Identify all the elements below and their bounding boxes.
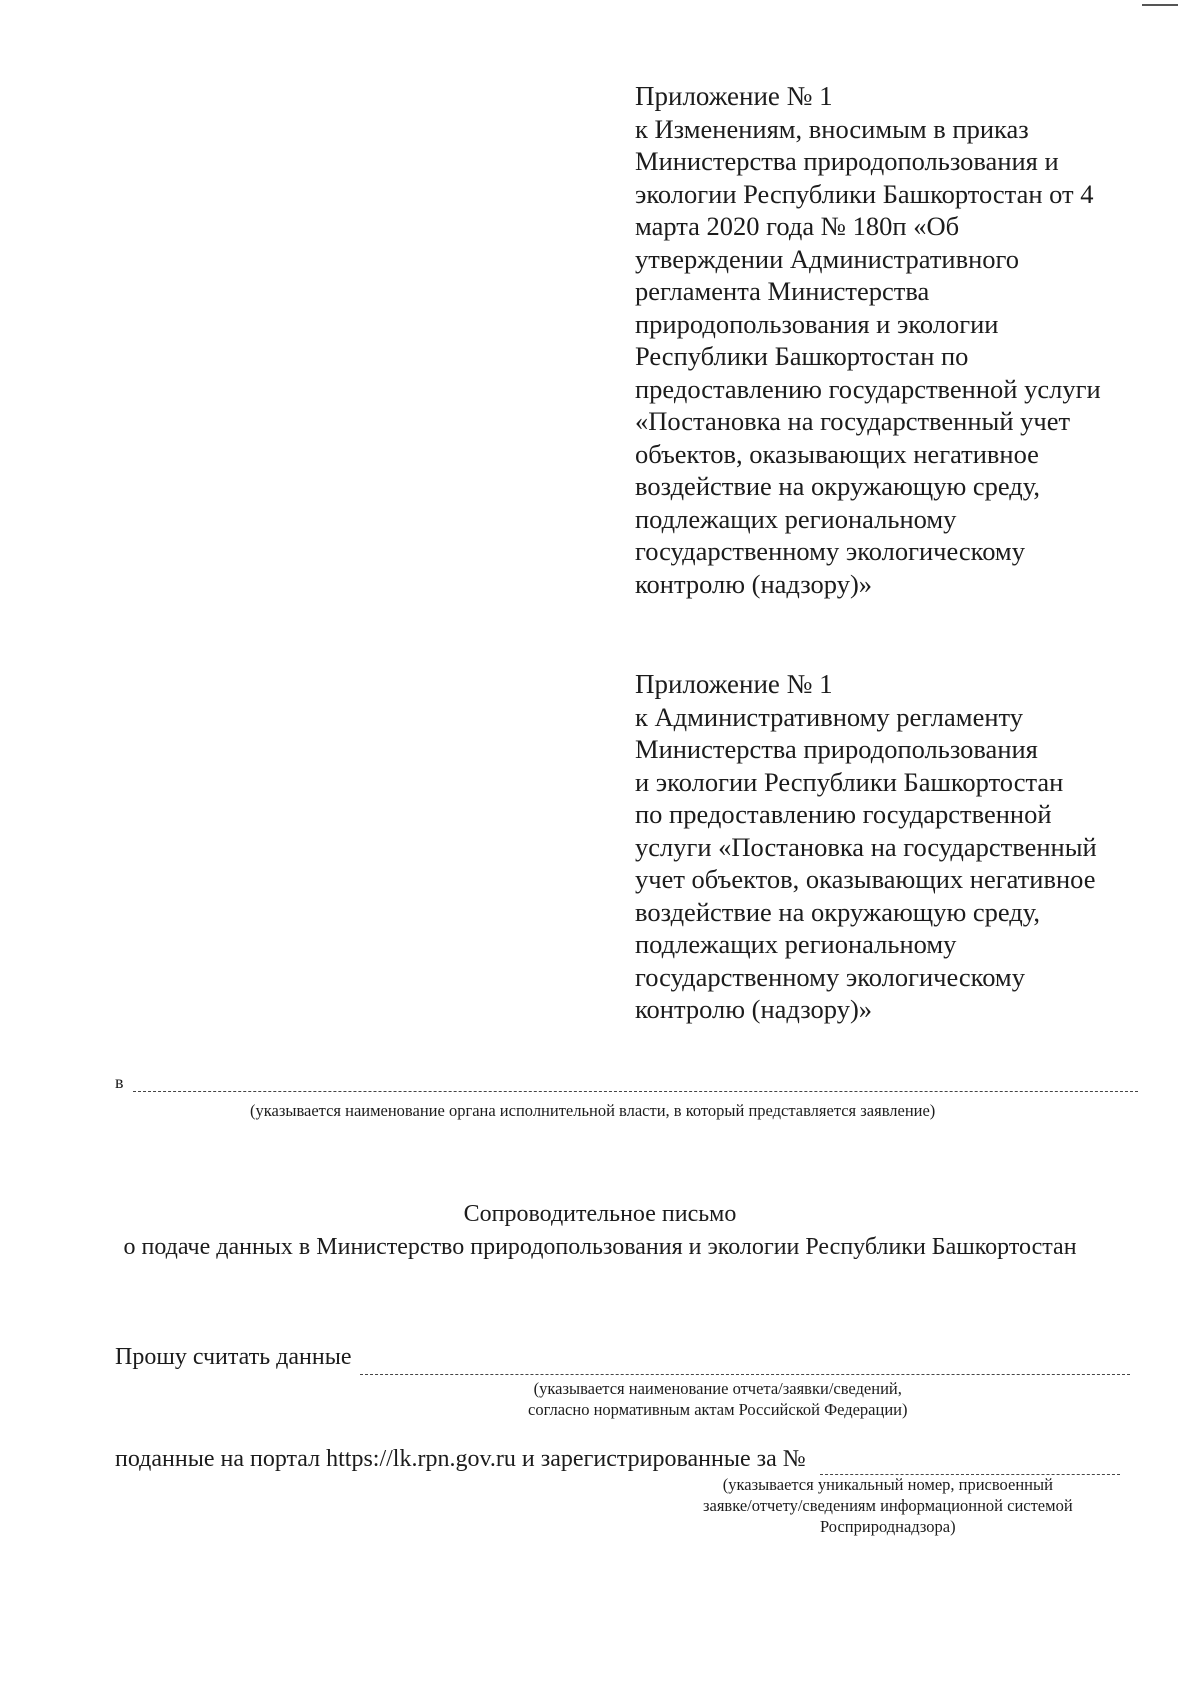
appendix-2-block: [635, 668, 1175, 1026]
appendix-2-line: Министерства природопользования: [635, 734, 1038, 764]
appendix-1-block: [635, 80, 1175, 600]
request-field-note: [528, 1378, 908, 1420]
appendix-2-line: контролю (надзору)»: [635, 994, 873, 1024]
appendix-1-line: регламента Министерства: [635, 276, 930, 306]
appendix-1-line: государственному экологическому: [635, 536, 1025, 566]
appendix-1-line: объектов, оказывающих негативное: [635, 438, 1039, 469]
portal-prefix: поданные на портал https://lk.rpn.gov.ru и зарегистрированные за №: [115, 1446, 806, 1472]
appendix-2-title: Приложение № 1: [635, 669, 833, 699]
request-note-line: (указывается наименование отчета/заявки/сведений,: [533, 1379, 902, 1398]
appendix-1-line: предоставлению государственной услуги: [635, 373, 1101, 404]
appendix-2-line: к Административному регламенту: [635, 701, 1023, 732]
appendix-1-line: Республики Башкортостан по: [635, 341, 969, 371]
request-field-line: [360, 1374, 1130, 1375]
appendix-1-line: утверждении Административного: [635, 243, 1020, 274]
request-prefix: Прошу считать данные: [115, 1344, 352, 1370]
appendix-1-line: экологии Республики Башкортостан от 4: [635, 178, 1094, 209]
appendix-1-line: воздействие на окружающую среду,: [635, 471, 1040, 501]
appendix-1-line: марта 2020 года № 180п «Об: [635, 211, 960, 241]
appendix-2-line: услуги «Постановка на государственный: [635, 831, 1097, 862]
addressee-prefix: в: [115, 1072, 124, 1092]
appendix-1-line: природопользования и экологии: [635, 308, 999, 339]
appendix-2-line: воздействие на окружающую среду,: [635, 896, 1040, 927]
letter-subtitle: о подаче данных в Министерство природопользования и экологии Республики Башкортостан: [123, 1234, 1077, 1260]
request-note-line: согласно нормативным актам Российской Федерации): [528, 1400, 908, 1419]
portal-note-line: (указывается уникальный номер, присвоенный: [722, 1475, 1053, 1494]
addressee-field-line: [133, 1091, 1138, 1092]
appendix-2-line: по предоставлению государственной: [635, 799, 1052, 829]
appendix-2-line: учет объектов, оказывающих негативное: [635, 864, 1096, 894]
appendix-1-title: Приложение № 1: [635, 81, 833, 111]
letter-title: Сопроводительное письмо: [463, 1201, 737, 1227]
appendix-1-line: «Постановка на государственный учет: [635, 406, 1071, 436]
appendix-1-line: Министерства природопользования и: [635, 146, 1059, 176]
portal-field-note: [703, 1474, 1073, 1537]
addressee-field-note: (указывается наименование органа исполнительной власти, в который представляется заявление): [250, 1101, 936, 1120]
appendix-1-line: подлежащих региональному: [635, 503, 957, 534]
appendix-1-line: к Изменениям, вносимым в приказ: [635, 113, 1029, 144]
appendix-2-line: и экологии Республики Башкортостан: [635, 766, 1064, 797]
appendix-1-line: контролю (надзору)»: [635, 568, 873, 599]
portal-note-line: заявке/отчету/сведениям информационной системой: [703, 1496, 1073, 1515]
portal-note-line: Росприроднадзора): [820, 1517, 956, 1536]
appendix-2-line: государственному экологическому: [635, 961, 1025, 992]
appendix-2-line: подлежащих региональному: [635, 929, 957, 959]
corner-scan-mark: [1142, 4, 1178, 6]
